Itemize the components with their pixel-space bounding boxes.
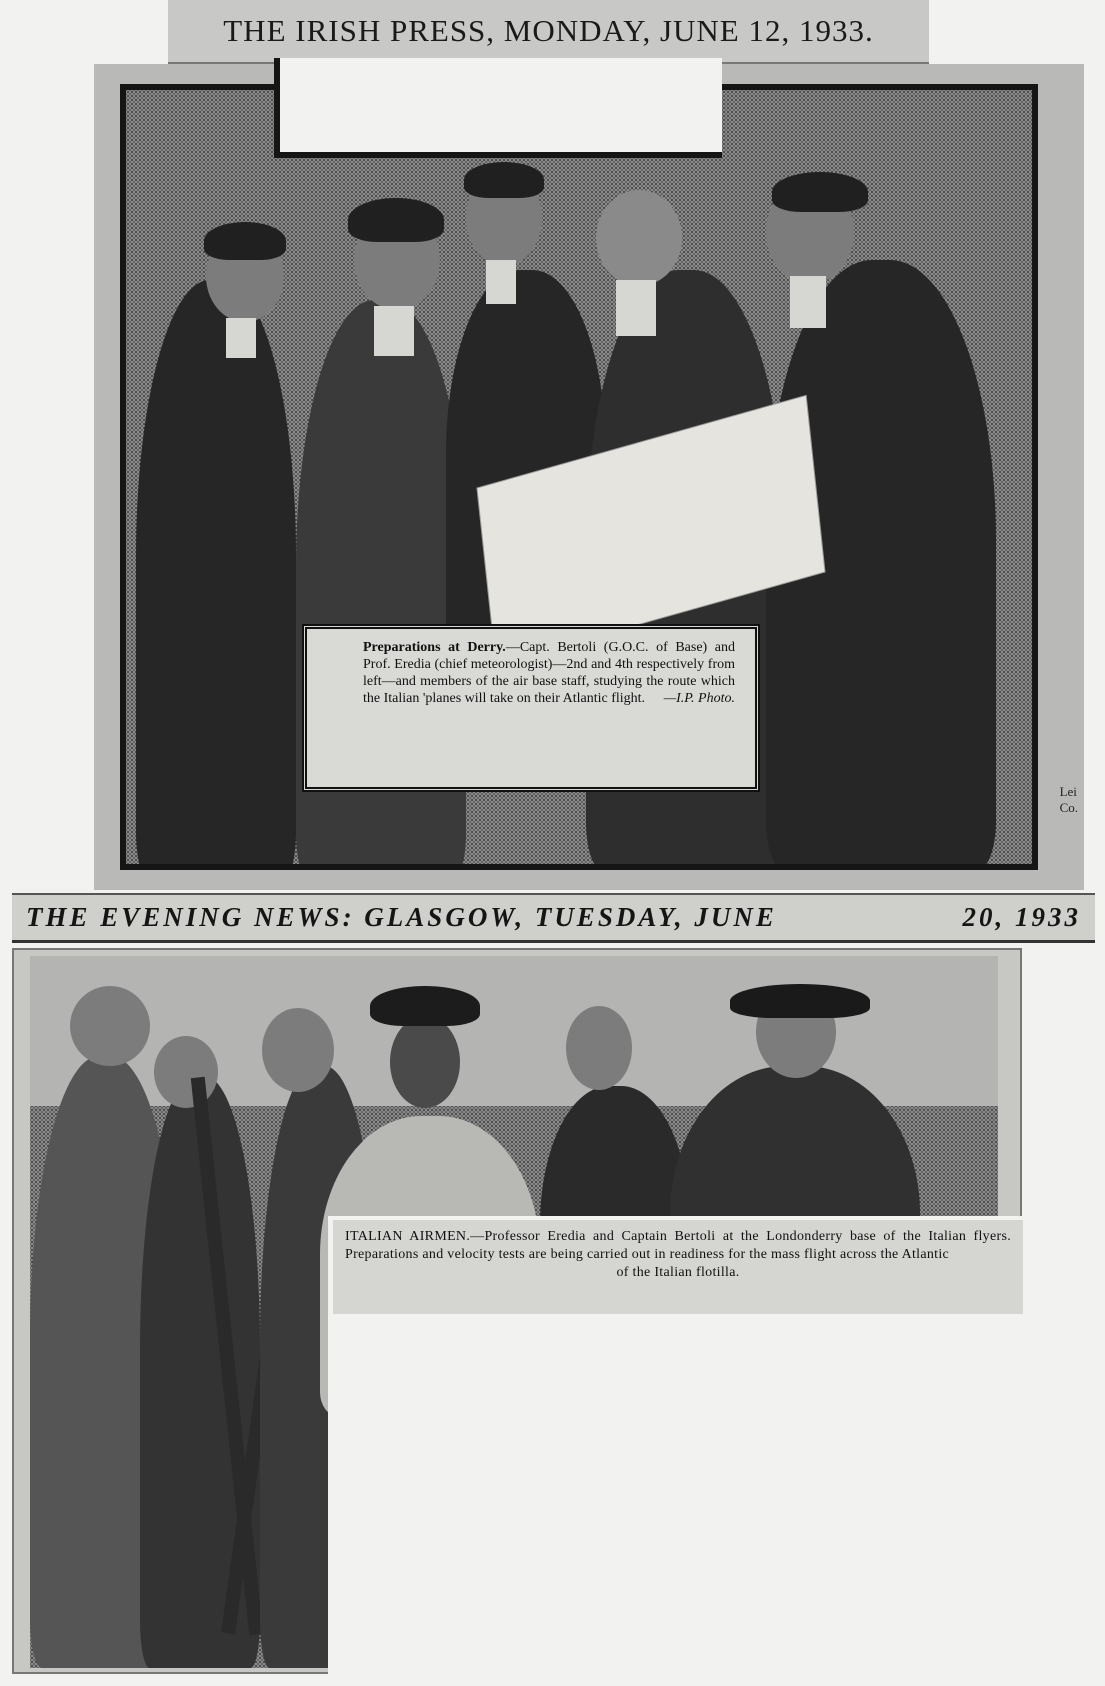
evening-news-caption — [333, 1220, 1023, 1314]
evening-news-caption-lead: ITALIAN AIRMEN. — [345, 1229, 471, 1244]
evening-news-masthead — [12, 893, 1095, 943]
irish-press-masthead — [168, 0, 929, 64]
irish-press-caption — [302, 624, 760, 792]
evening-news-caption-body: —Professor Eredia and Captain Bertoli at the Londonderry base of the Italian flyers. Preparations and velocity tests are being carried out in readiness for the mass flight across the Atlantic — [345, 1229, 1012, 1262]
cut-off-side-text — [1060, 784, 1078, 816]
cut-off-side-text-line2: Co. — [1059, 800, 1078, 815]
evening-news-masthead-left: THE EVENING NEWS: GLASGOW, TUESDAY, JUNE — [26, 902, 777, 932]
irish-press-caption-lead: Preparations at Derry. — [363, 640, 506, 655]
irish-press-photo-clipping — [94, 64, 1084, 890]
evening-news-caption-last-line: of the Italian flotilla. — [616, 1265, 740, 1280]
irish-press-caption-body: —Capt. Bertoli (G.O.C. of Base) and Prof. Eredia (chief meteorologist)—2nd and 4th respectively from left—and members of the air base staff, studying the route which the Italian 'planes will take on their Atlantic flight. — [363, 640, 735, 706]
clipping-notch — [274, 58, 722, 158]
cut-off-side-text-line1: Lei — [1059, 784, 1077, 799]
fedora-hat — [370, 986, 480, 1026]
irish-press-photo-credit: —I.P. Photo. — [663, 691, 735, 706]
evening-news-masthead-right: 20, 1933 — [962, 902, 1081, 932]
binoculars — [730, 984, 870, 1018]
irish-press-masthead-text: THE IRISH PRESS, MONDAY, JUNE 12, 1933. — [223, 13, 874, 48]
